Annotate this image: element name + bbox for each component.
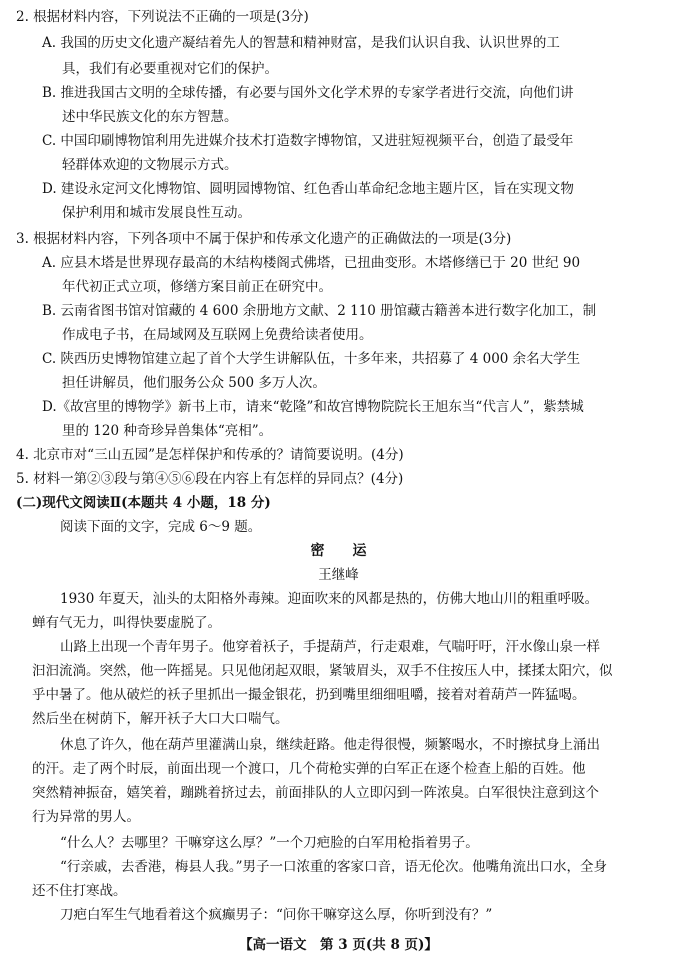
story-line: “行亲戚，去香港，梅县人我。”男子一口浓重的客家口音，语无伦次。他嘴角流出口水，全身 — [60, 859, 608, 875]
story-line: 乎中暑了。他从破烂的袄子里抓出一撮金银花，扔到嘴里细细咀嚼，接着对着葫芦一阵猛喝。 — [32, 687, 586, 703]
story-author: 王继峰 — [318, 567, 359, 583]
story-line: 汩汩流淌。突然，他一阵摇晃。只见他闭起双眼，紧皱眉头，双手不住按压人中，揉揉太阳穴，似 — [32, 663, 613, 679]
q2-option-b: B. 推进我国古文明的全球传播，有必要与国外文化学术界的专家学者进行交流，向他们讲 — [42, 85, 574, 101]
story-line: 然后坐在树荫下，解开袄子大口大口喘气。 — [32, 711, 289, 727]
q2-option-d-cont: 保护利用和城市发展良性互动。 — [62, 205, 251, 221]
story-line: 山路上出现一个青年男子。他穿着袄子，手提葫芦，行走艰难，气喘吁吁，汗水像山泉一样 — [60, 639, 600, 655]
q2-option-c-cont: 轻群体欢迎的文物展示方式。 — [62, 157, 238, 173]
question-5: 5. 材料一第②③段与第④⑤⑥段在内容上有怎样的异同点？(4分) — [16, 471, 404, 487]
question-4: 4. 北京市对“三山五园”是怎样保护和传承的？请简要说明。(4分) — [16, 447, 404, 463]
q2-option-b-cont: 述中华民族文化的东方智慧。 — [62, 109, 238, 125]
q2-option-c: C. 中国印刷博物馆利用先进媒介技术打造数字博物馆，又进驻短视频平台，创造了最受年 — [42, 133, 574, 149]
story-line: 蝉有气无力，叫得快要虚脱了。 — [32, 615, 221, 631]
story-line: 1930 年夏天，汕头的太阳格外毒辣。迎面吹来的风都是热的，仿佛大地山川的粗重呼吸。 — [60, 591, 599, 607]
q3-option-a-cont: 年代初正式立项，修缮方案目前正在研究中。 — [62, 279, 332, 295]
story-line: 的汗。走了两个时辰，前面出现一个渡口，几个荷枪实弹的白军正在逐个检查上船的百姓。他 — [32, 761, 586, 777]
story-line: 休息了许久，他在葫芦里灌满山泉，继续赶路。他走得很慢，频繁喝水，不时擦拭身上涌出 — [60, 737, 600, 753]
story-title: 密运 — [310, 543, 395, 559]
reading-instruction: 阅读下面的文字，完成 6～9 题。 — [60, 519, 262, 535]
q3-option-b-cont: 作成电子书，在局域网及互联网上免费给读者使用。 — [62, 327, 373, 343]
q3-option-b: B. 云南省图书馆对馆藏的 4 600 余册地方文献、2 110 册馆藏古籍善本进行数字化加工，制 — [42, 303, 597, 319]
q3-option-d-cont: 里的 120 种奇珍异兽集体“亮相”。 — [62, 423, 273, 439]
story-line: 还不住打寒战。 — [32, 883, 127, 899]
question-2-stem: 2. 根据材料内容，下列说法不正确的一项是(3分) — [16, 9, 309, 25]
story-line: 行为异常的男人。 — [32, 809, 140, 825]
story-line: 刀疤白军生气地看着这个疯癫男子：“问你干嘛穿这么厚，你听到没有？” — [60, 907, 493, 923]
q2-option-a: A. 我国的历史文化遗产凝结着先人的智慧和精神财富，是我们认识自我、认识世界的工 — [42, 35, 560, 51]
q3-option-c-cont: 担任讲解员，他们服务公众 500 多万人次。 — [62, 375, 326, 391]
q2-option-d: D. 建设永定河文化博物馆、圆明园博物馆、红色香山革命纪念地主题片区，旨在实现文物 — [42, 181, 574, 197]
q3-option-a: A. 应县木塔是世界现存最高的木结构楼阁式佛塔，已扭曲变形。木塔修缮已于 20 世纪 90 — [42, 255, 581, 271]
page-footer: 【高一语文 第 3 页(共 8 页)】 — [239, 937, 438, 953]
q3-option-d: D.《故宫里的博物学》新书上市，请来“乾隆”和故宫博物院院长王旭东当“代言人”，紫禁城 — [42, 399, 584, 415]
story-line: 突然精神振奋，嬉笑着，蹦跳着挤过去，前面排队的人立即闪到一阵浓臭。白军很快注意到这个 — [32, 785, 599, 801]
q2-option-a-cont: 具，我们有必要重视对它们的保护。 — [62, 61, 278, 77]
q3-option-c: C. 陕西历史博物馆建立起了首个大学生讲解队伍，十多年来，共招募了 4 000 余名大学生 — [42, 351, 581, 367]
section-heading: (二)现代文阅读Ⅱ(本题共 4 小题，18 分) — [16, 495, 271, 511]
story-line: “什么人？去哪里？干嘛穿这么厚？”一个刀疤脸的白军用枪指着男子。 — [60, 835, 479, 851]
question-3-stem: 3. 根据材料内容，下列各项中不属于保护和传承文化遗产的正确做法的一项是(3分) — [16, 231, 512, 247]
